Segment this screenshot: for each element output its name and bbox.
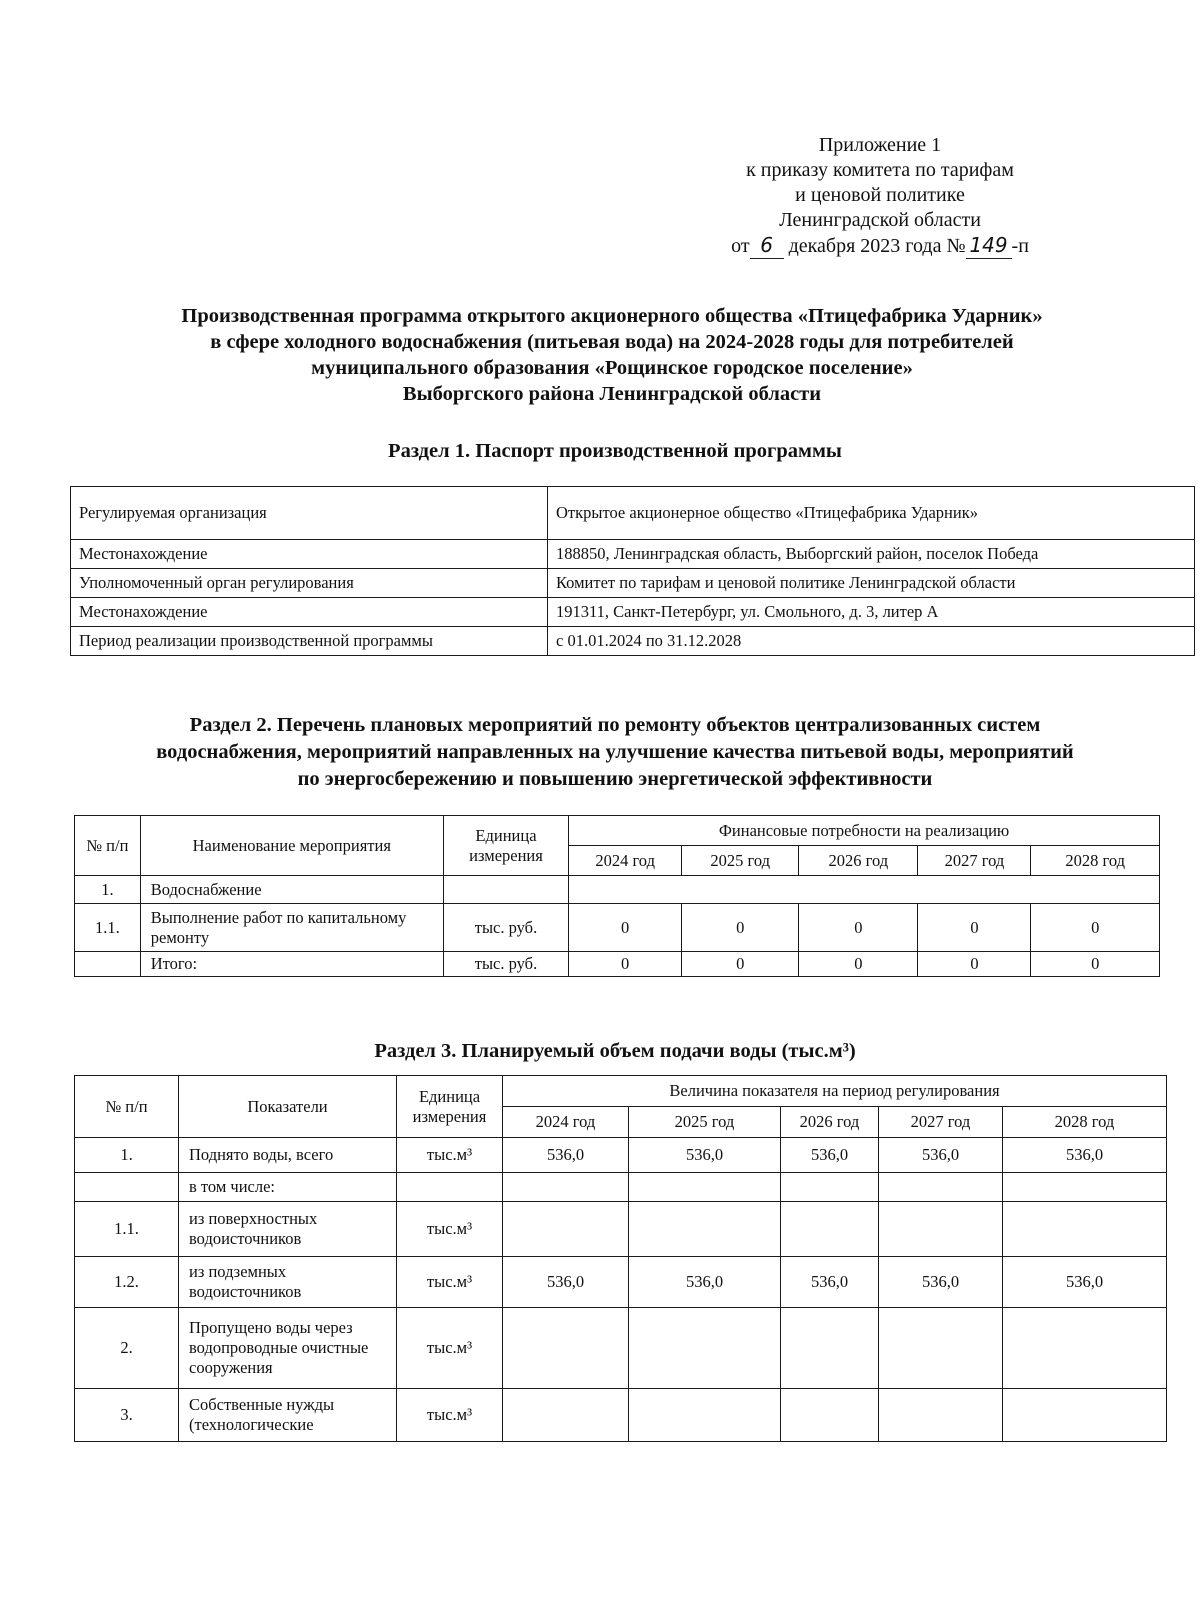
row-value xyxy=(781,1389,879,1442)
header-year: 2028 год xyxy=(1003,1107,1167,1138)
row-num: 1.2. xyxy=(75,1257,179,1308)
section2-heading-line-3: по энергосбережению и повышению энергетической эффективности xyxy=(297,768,933,790)
date-prefix: от xyxy=(731,235,750,257)
row-unit xyxy=(443,876,568,904)
row-value xyxy=(629,1202,781,1257)
row-value: 0 xyxy=(569,952,682,977)
row-value: 0 xyxy=(799,952,918,977)
table-row xyxy=(75,1138,1167,1173)
header-year: 2024 год xyxy=(503,1107,629,1138)
row-value: 0 xyxy=(918,904,1031,952)
row-unit: тыс.м³ xyxy=(397,1308,503,1389)
header-year: 2028 год xyxy=(1031,846,1160,876)
header-year: 2026 год xyxy=(781,1107,879,1138)
header-period: Величина показателя на период регулирования xyxy=(503,1076,1167,1107)
row-value: 536,0 xyxy=(503,1138,629,1173)
appendix-title: Приложение 1 xyxy=(818,134,942,156)
title-line-3: муниципального образования «Рощинское городское поселение» xyxy=(311,357,913,379)
title-line-4: Выборгского района Ленинградской области xyxy=(402,383,822,405)
row-num xyxy=(75,952,141,977)
header-indicator: Показатели xyxy=(179,1076,397,1138)
row-value xyxy=(503,1173,629,1202)
passport-label: Период реализации производственной программы xyxy=(71,627,548,656)
row-indicator: Поднято воды, всего xyxy=(179,1138,397,1173)
passport-table xyxy=(70,486,1195,656)
date-middle: декабря 2023 года № xyxy=(788,235,966,257)
section2-heading xyxy=(40,712,1190,793)
handwritten-day: 6 xyxy=(750,233,784,259)
row-value xyxy=(629,1308,781,1389)
row-unit: тыс.м³ xyxy=(397,1257,503,1308)
header-year: 2025 год xyxy=(629,1107,781,1138)
table-row xyxy=(71,487,1195,540)
row-indicator: Собственные нужды (технологические xyxy=(179,1389,397,1442)
row-value xyxy=(503,1389,629,1442)
row-value xyxy=(879,1202,1003,1257)
passport-value: с 01.01.2024 по 31.12.2028 xyxy=(548,627,1195,656)
row-unit: тыс. руб. xyxy=(443,952,568,977)
row-value: 0 xyxy=(682,904,799,952)
row-value xyxy=(879,1308,1003,1389)
row-value: 0 xyxy=(1031,904,1160,952)
row-value xyxy=(1003,1389,1167,1442)
passport-label: Местонахождение xyxy=(71,598,548,627)
row-value: 536,0 xyxy=(781,1257,879,1308)
passport-value: 191311, Санкт-Петербург, ул. Смольного, д. 3, литер А xyxy=(548,598,1195,627)
table-header-row xyxy=(75,1076,1167,1107)
section2-heading-line-1: Раздел 2. Перечень плановых мероприятий по ремонту объектов централизованных систем xyxy=(189,714,1041,736)
section2-heading-line-2: водоснабжения, мероприятий направленных на улучшение качества питьевой воды, мероприятий xyxy=(156,741,1074,763)
passport-value: Открытое акционерное общество «Птицефабрика Ударник» xyxy=(548,487,1195,540)
header-unit: Единица измерения xyxy=(443,816,568,876)
header-num: № п/п xyxy=(75,816,141,876)
row-indicator: Пропущено воды через водопроводные очистные сооружения xyxy=(179,1308,397,1389)
table-row xyxy=(75,1202,1167,1257)
row-value xyxy=(879,1173,1003,1202)
row-value xyxy=(503,1308,629,1389)
row-activity-name: Итого: xyxy=(140,952,443,977)
section3-heading: Раздел 3. Планируемый объем подачи воды (тыс.м³) xyxy=(374,1040,856,1062)
table-row xyxy=(75,876,1160,904)
table-row xyxy=(75,1173,1167,1202)
passport-value: 188850, Ленинградская область, Выборгский район, поселок Победа xyxy=(548,540,1195,569)
header-num: № п/п xyxy=(75,1076,179,1138)
row-value xyxy=(781,1202,879,1257)
row-indicator: из подземных водоисточников xyxy=(179,1257,397,1308)
table-row xyxy=(71,598,1195,627)
table-row xyxy=(75,1257,1167,1308)
appendix-region: Ленинградской области xyxy=(779,209,981,231)
appendix-committee: и ценовой политике xyxy=(795,184,965,206)
appendix-date-line xyxy=(700,233,1060,259)
row-value: 536,0 xyxy=(879,1138,1003,1173)
passport-label: Уполномоченный орган регулирования xyxy=(71,569,548,598)
row-value-merged xyxy=(569,876,1160,904)
row-value xyxy=(629,1389,781,1442)
row-value: 0 xyxy=(918,952,1031,977)
row-value xyxy=(1003,1173,1167,1202)
row-num: 3. xyxy=(75,1389,179,1442)
row-value: 536,0 xyxy=(629,1257,781,1308)
row-unit: тыс.м³ xyxy=(397,1138,503,1173)
row-value xyxy=(503,1202,629,1257)
row-value xyxy=(1003,1202,1167,1257)
header-unit: Единица измерения xyxy=(397,1076,503,1138)
row-value: 0 xyxy=(1031,952,1160,977)
row-activity-name: Выполнение работ по капитальному ремонту xyxy=(140,904,443,952)
row-value xyxy=(879,1389,1003,1442)
row-value xyxy=(781,1308,879,1389)
document-title xyxy=(60,303,1164,407)
passport-label: Местонахождение xyxy=(71,540,548,569)
row-num xyxy=(75,1173,179,1202)
header-year: 2027 год xyxy=(918,846,1031,876)
table-row xyxy=(75,904,1160,952)
row-num: 1. xyxy=(75,1138,179,1173)
header-year: 2024 год xyxy=(569,846,682,876)
table-row xyxy=(71,569,1195,598)
water-volume-table xyxy=(74,1075,1167,1442)
passport-value: Комитет по тарифам и ценовой политике Ленинградской области xyxy=(548,569,1195,598)
table-header-row xyxy=(75,816,1160,846)
table-row xyxy=(75,1308,1167,1389)
row-value: 0 xyxy=(682,952,799,977)
date-suffix: -п xyxy=(1011,235,1029,257)
appendix-order-ref: к приказу комитета по тарифам xyxy=(746,159,1014,181)
row-num: 1. xyxy=(75,876,141,904)
row-value xyxy=(781,1173,879,1202)
header-finance: Финансовые потребности на реализацию xyxy=(569,816,1160,846)
table-row xyxy=(71,540,1195,569)
title-line-2: в сфере холодного водоснабжения (питьевая вода) на 2024-2028 годы для потребителей xyxy=(210,331,1014,353)
row-value: 536,0 xyxy=(879,1257,1003,1308)
row-unit: тыс.м³ xyxy=(397,1389,503,1442)
appendix-header xyxy=(700,133,1060,259)
row-num: 1.1. xyxy=(75,1202,179,1257)
section1-heading: Раздел 1. Паспорт производственной программы xyxy=(388,440,842,462)
row-value: 0 xyxy=(569,904,682,952)
row-value: 536,0 xyxy=(629,1138,781,1173)
passport-label: Регулируемая организация xyxy=(71,487,548,540)
header-year: 2026 год xyxy=(799,846,918,876)
title-line-1: Производственная программа открытого акционерного общества «Птицефабрика Ударник» xyxy=(181,305,1043,327)
row-num: 1.1. xyxy=(75,904,141,952)
row-activity-name: Водоснабжение xyxy=(140,876,443,904)
row-value: 536,0 xyxy=(503,1257,629,1308)
row-indicator: из поверхностных водоисточников xyxy=(179,1202,397,1257)
row-value xyxy=(629,1173,781,1202)
header-activity-name: Наименование мероприятия xyxy=(140,816,443,876)
activities-table xyxy=(74,815,1160,977)
row-value: 536,0 xyxy=(1003,1257,1167,1308)
table-row xyxy=(75,1389,1167,1442)
row-unit: тыс. руб. xyxy=(443,904,568,952)
row-value xyxy=(1003,1308,1167,1389)
row-value: 0 xyxy=(799,904,918,952)
row-value: 536,0 xyxy=(1003,1138,1167,1173)
row-unit: тыс.м³ xyxy=(397,1202,503,1257)
table-row xyxy=(75,952,1160,977)
header-year: 2025 год xyxy=(682,846,799,876)
header-year: 2027 год xyxy=(879,1107,1003,1138)
table-row xyxy=(71,627,1195,656)
row-indicator: в том числе: xyxy=(179,1173,397,1202)
row-unit xyxy=(397,1173,503,1202)
handwritten-order-number: 149 xyxy=(966,233,1012,259)
row-num: 2. xyxy=(75,1308,179,1389)
row-value: 536,0 xyxy=(781,1138,879,1173)
